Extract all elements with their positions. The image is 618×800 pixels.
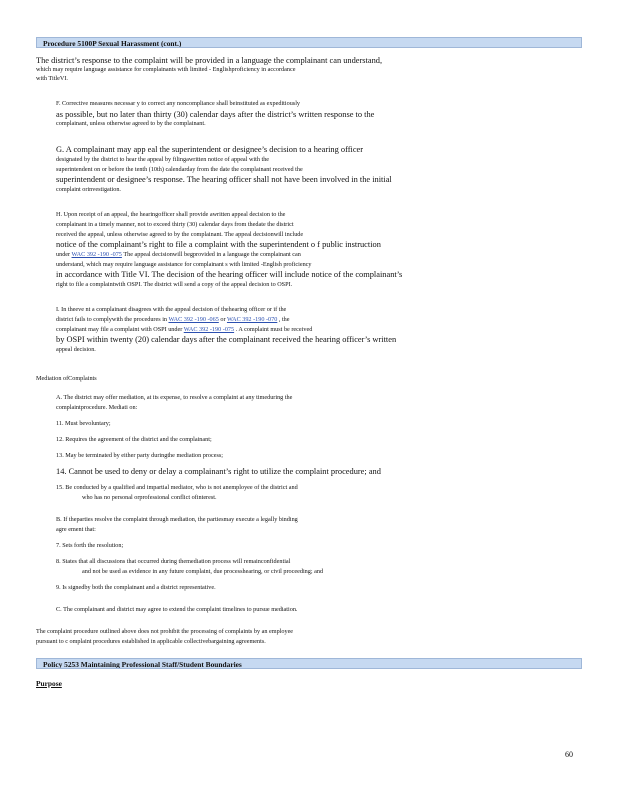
mediation-line: C. The complainant and district may agree to extend the complaint timelines to pursue mediation.	[56, 606, 298, 613]
item-f-line: F. Corrective measures necessar y to correct any noncompliance shall beinstituted as expeditiously	[56, 100, 301, 107]
text-span: , the	[277, 316, 290, 323]
item-g-line: G. A complainant may app eal the superintendent or designee’s decision to a hearing officer	[56, 145, 364, 154]
section-header-procedure: Procedure 5100P Sexual Harassment (cont.)	[36, 37, 582, 48]
text-span: . A complaint must be received	[234, 326, 313, 333]
mediation-line: A. The district may offer mediation, at its expense, to resolve a complaint at any timeduring the	[56, 394, 293, 401]
mediation-list-item: 8. States that all discussions that occurred during themediation process will remainconfidential	[56, 558, 291, 565]
mediation-list-item: who has no personal orprofessional conflict ofinterest.	[82, 494, 217, 501]
wac-link[interactable]: WAC 392 -190 -070	[226, 316, 278, 323]
item-i-line: appeal decision.	[56, 346, 96, 353]
text-span: complainant may file a complaint with OSPI under	[56, 326, 184, 333]
item-i-line: by OSPI within twenty (20) calendar days after the complainant received the hearing officer’s written	[56, 335, 397, 344]
mediation-list-item: and not be used as evidence in any future complaint, due processhearing, or civil proceeding; and	[82, 568, 324, 575]
item-i-line: I. In theeve nt a complainant disagrees with the appeal decision of thehearing officer or if the	[56, 306, 287, 313]
section-header-policy: Policy 5253 Maintaining Professional Staff/Student Boundaries	[36, 658, 582, 669]
item-h-line: complainant in a timely manner, not to exceed thirty (30) calendar days from thedate the district	[56, 221, 294, 228]
purpose-heading: Purpose	[36, 679, 62, 688]
wac-link[interactable]: WAC 392 -190 -075	[71, 251, 122, 258]
mediation-heading: Mediation ofComplaints	[36, 375, 97, 382]
paragraph-line: which may require language assistance for complainants with limited - Englishproficiency in accordance	[36, 66, 296, 73]
paragraph-line: with TitleVI.	[36, 75, 68, 82]
mediation-line: complaintprocedure. Mediati on:	[56, 404, 138, 411]
item-h-line: received the appeal, unless otherwise agreed to by the complainant. The appeal decisionwill include	[56, 231, 304, 238]
mediation-list-item: 13. May be terminated by either party duringthe mediation process;	[56, 452, 224, 459]
paragraph-line: The district’s response to the complaint will be provided in a language the complainant can understand,	[36, 56, 383, 65]
item-g-line: complaint orinvestigation.	[56, 186, 121, 193]
mediation-list-item: 14. Cannot be used to deny or delay a complainant’s right to utilize the complaint procedure; and	[56, 467, 381, 476]
text-span: The appeal decisionwill begprovided in a language the complainant can	[121, 251, 301, 258]
closing-line: pursuant to c omplaint procedures established in applicable collectivebargaining agreements.	[36, 638, 266, 645]
page-number: 60	[565, 750, 573, 759]
item-h-line: notice of the complainant’s right to file a complaint with the superintendent o f public instruction	[56, 240, 381, 249]
closing-line: The complaint procedure outlined above does not prohibit the processing of complaints by an employee	[36, 628, 294, 635]
item-f-line: as possible, but no later than thirty (30) calendar days after the district’s written response to the	[56, 110, 375, 119]
mediation-list-item: 7. Sets forth the resolution;	[56, 542, 124, 549]
mediation-list-item: 12. Requires the agreement of the district and the complainant;	[56, 436, 212, 443]
text-span: district fails to complywith the procedures in	[56, 316, 169, 323]
item-g-line: superintendent on or before the tenth (10th) calendarday from the date the complainant received the	[56, 166, 303, 173]
mediation-list-item: 11. Must bevoluntary;	[56, 420, 111, 427]
item-h-line	[56, 251, 301, 259]
item-g-line: superintendent or designee’s response. The hearing officer shall not have been involved in the initial	[56, 175, 392, 184]
item-f-line: complainant, unless otherwise agreed to by the complainant.	[56, 120, 206, 127]
item-h-line: understand, which may require language assistance for complainant s with limited -English proficiency	[56, 261, 312, 268]
item-i-line	[56, 326, 312, 334]
wac-link[interactable]: WAC 392 -190 -065	[168, 316, 219, 323]
mediation-line: B. If theparties resolve the complaint through mediation, the partiesmay execute a legally binding	[56, 516, 298, 523]
text-span: under	[56, 251, 72, 258]
item-h-line: right to file a complaintwith OSPI. The district will send a copy of the appeal decision to OSPI.	[56, 281, 293, 288]
mediation-list-item: 9. Is signedby both the complainant and a district representative.	[56, 584, 216, 591]
mediation-list-item: 15. Be conducted by a qualified and impartial mediator, who is not anemployee of the district and	[56, 484, 298, 491]
text-span: or	[218, 316, 227, 323]
item-i-line	[56, 316, 290, 324]
wac-link[interactable]: WAC 392 -190 -075	[183, 326, 235, 333]
item-g-line: designated by the district to hear the appeal by filingawritten notice of appeal with the	[56, 156, 270, 163]
item-h-line: in accordance with Title VI. The decision of the hearing officer will include notice of the complainant’s	[56, 270, 403, 279]
item-h-line: H. Upon receipt of an appeal, the hearingofficer shall provide awritten appeal decision to the	[56, 211, 286, 218]
mediation-line: agre ement that:	[56, 526, 96, 533]
